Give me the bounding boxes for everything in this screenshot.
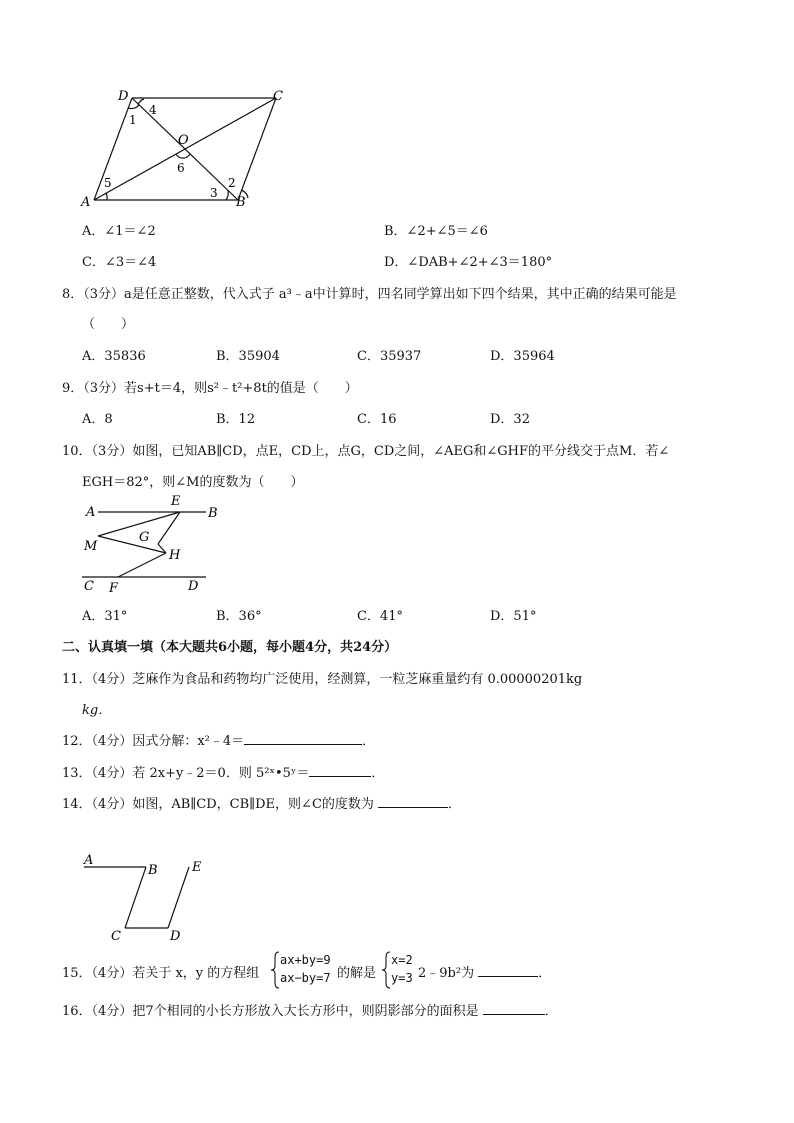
q15-middle: 的解是 <box>337 966 377 981</box>
label-angle-2: 2 <box>228 176 236 190</box>
q10-option-c: C．41° <box>357 609 403 624</box>
label-c: C <box>84 579 94 594</box>
parallelogram-figure <box>78 86 298 210</box>
label-angle-5: 5 <box>104 176 112 190</box>
q15-equation-2: ax−by=7 <box>280 971 331 985</box>
q14-text: 14．（4分）如图，AB∥CD，CB∥DE，则∠C的度数为 <box>62 797 374 812</box>
q15-end: ． <box>538 966 552 981</box>
q15-tail: 2﹣9b²为 <box>418 966 475 981</box>
label-angle-3: 3 <box>210 186 218 200</box>
label-m: M <box>84 539 98 554</box>
label-angle-6: 6 <box>177 161 185 175</box>
label-b: B <box>148 863 158 878</box>
q8-option-d: D．35964 <box>490 349 555 364</box>
edge-cb <box>238 98 276 200</box>
q14-end: ． <box>448 797 462 812</box>
q10-text-line1: 10．（3分）如图，已知AB∥CD，点E，CD上，点G，CD之间，∠AEG和∠GHF的平分线交于点M．若∠ <box>62 444 670 459</box>
q16-line <box>62 1000 558 1019</box>
q15-answer-blank[interactable] <box>478 964 538 977</box>
segment-hf <box>118 553 166 577</box>
segment-bc <box>125 867 146 928</box>
q9-option-d: D．32 <box>490 412 530 427</box>
label-c: C <box>111 929 121 944</box>
label-angle-4: 4 <box>149 103 157 117</box>
label-e: E <box>171 494 181 509</box>
q8-text: 8．（3分）a是任意正整数，代入式子 a³﹣a中计算时，四名同学算出如下四个结果，其中正确的结果可能是 <box>62 287 677 302</box>
q15-solution <box>391 951 413 987</box>
label-g: G <box>139 530 150 545</box>
label-h: H <box>169 548 181 563</box>
q10-text-line2: EGH＝82°，则∠M的度数为（ ） <box>82 475 304 490</box>
q13-end: ． <box>371 766 385 781</box>
q9-text: 9．（3分）若s+t＝4，则s²﹣t²+8t的值是（ ） <box>62 381 358 396</box>
q12-end: ． <box>362 734 376 749</box>
q15-prefix: 15．（4分）若关于 x，y 的方程组 <box>62 966 260 981</box>
diagonal-db <box>132 98 238 200</box>
q7-option-c: C．∠3＝∠4 <box>82 255 157 270</box>
angle-arc-5 <box>106 193 107 200</box>
q8-option-b: B．35904 <box>216 349 280 364</box>
q15-system <box>280 951 331 987</box>
segment-eg <box>158 512 180 544</box>
label-o: O <box>178 133 189 148</box>
q13-answer-blank[interactable] <box>309 764 371 777</box>
q16-answer-blank[interactable] <box>483 1002 545 1015</box>
q12-line <box>62 730 375 749</box>
label-d: D <box>170 929 181 944</box>
label-a: A <box>86 505 96 520</box>
label-f: F <box>109 581 119 596</box>
q9-option-a: A．8 <box>82 412 113 427</box>
q11-text-line2: kg． <box>82 703 112 718</box>
q15-tail-line <box>418 962 551 981</box>
q8-option-c: C．35937 <box>357 349 422 364</box>
edge-da <box>94 98 132 200</box>
q12-answer-blank[interactable] <box>244 732 362 745</box>
q11-text-line1: 11．（4分）芝麻作为食品和药物均广泛使用，经测算，一粒芝麻重量约有 0.00000201kg <box>62 672 583 687</box>
segment-mh <box>98 536 166 553</box>
q12-text: 12．（4分）因式分解：x²﹣4＝ <box>62 734 245 749</box>
label-a: A <box>81 195 91 210</box>
q10-option-d: D．51° <box>490 609 537 624</box>
q15-left-brace-2 <box>381 951 391 989</box>
q13-line <box>62 762 384 781</box>
q16-text: 16．（4分）把7个相同的小长方形放入大长方形中，则阴影部分的面积是 <box>62 1004 479 1019</box>
q14-answer-blank[interactable] <box>378 795 448 808</box>
label-d: D <box>188 579 199 594</box>
label-e: E <box>192 860 202 875</box>
q8-paren: （ ） <box>82 317 135 332</box>
q16-end: ． <box>544 1004 558 1019</box>
q7-option-a: A．∠1＝∠2 <box>82 224 156 239</box>
zigzag-parallel-figure <box>78 850 218 945</box>
q10-option-a: A．31° <box>82 609 128 624</box>
q7-option-b: B．∠2+∠5＝∠6 <box>384 224 488 239</box>
q8-option-a: A．35836 <box>82 349 146 364</box>
label-b: B <box>236 195 246 210</box>
label-d: D <box>118 89 129 104</box>
q13-text: 13．（4分）若 2x+y﹣2＝0．则 5²ˣ•5ʸ＝ <box>62 766 310 781</box>
angle-arc-6 <box>176 154 190 158</box>
section-2-heading: 二、认真填一填（本大题共6小题，每小题4分，共24分） <box>62 640 398 655</box>
q7-option-d: D．∠DAB+∠2+∠3＝180° <box>384 255 553 270</box>
label-c: C <box>273 89 283 104</box>
q15-solution-y: y=3 <box>391 971 413 985</box>
q14-line <box>62 793 461 812</box>
q15-equation-1: ax+by=9 <box>280 953 331 967</box>
segment-de <box>168 867 189 928</box>
label-a: A <box>84 853 94 868</box>
q9-option-c: C．16 <box>357 412 397 427</box>
q9-option-b: B．12 <box>216 412 256 427</box>
angle-arc-3 <box>226 191 228 200</box>
parallel-lines-figure <box>78 492 238 598</box>
q10-option-b: B．36° <box>216 609 262 624</box>
q15-left-brace-1 <box>270 951 280 989</box>
q15-solution-x: x=2 <box>391 953 413 967</box>
label-b: B <box>208 506 218 521</box>
label-angle-1: 1 <box>129 113 137 127</box>
